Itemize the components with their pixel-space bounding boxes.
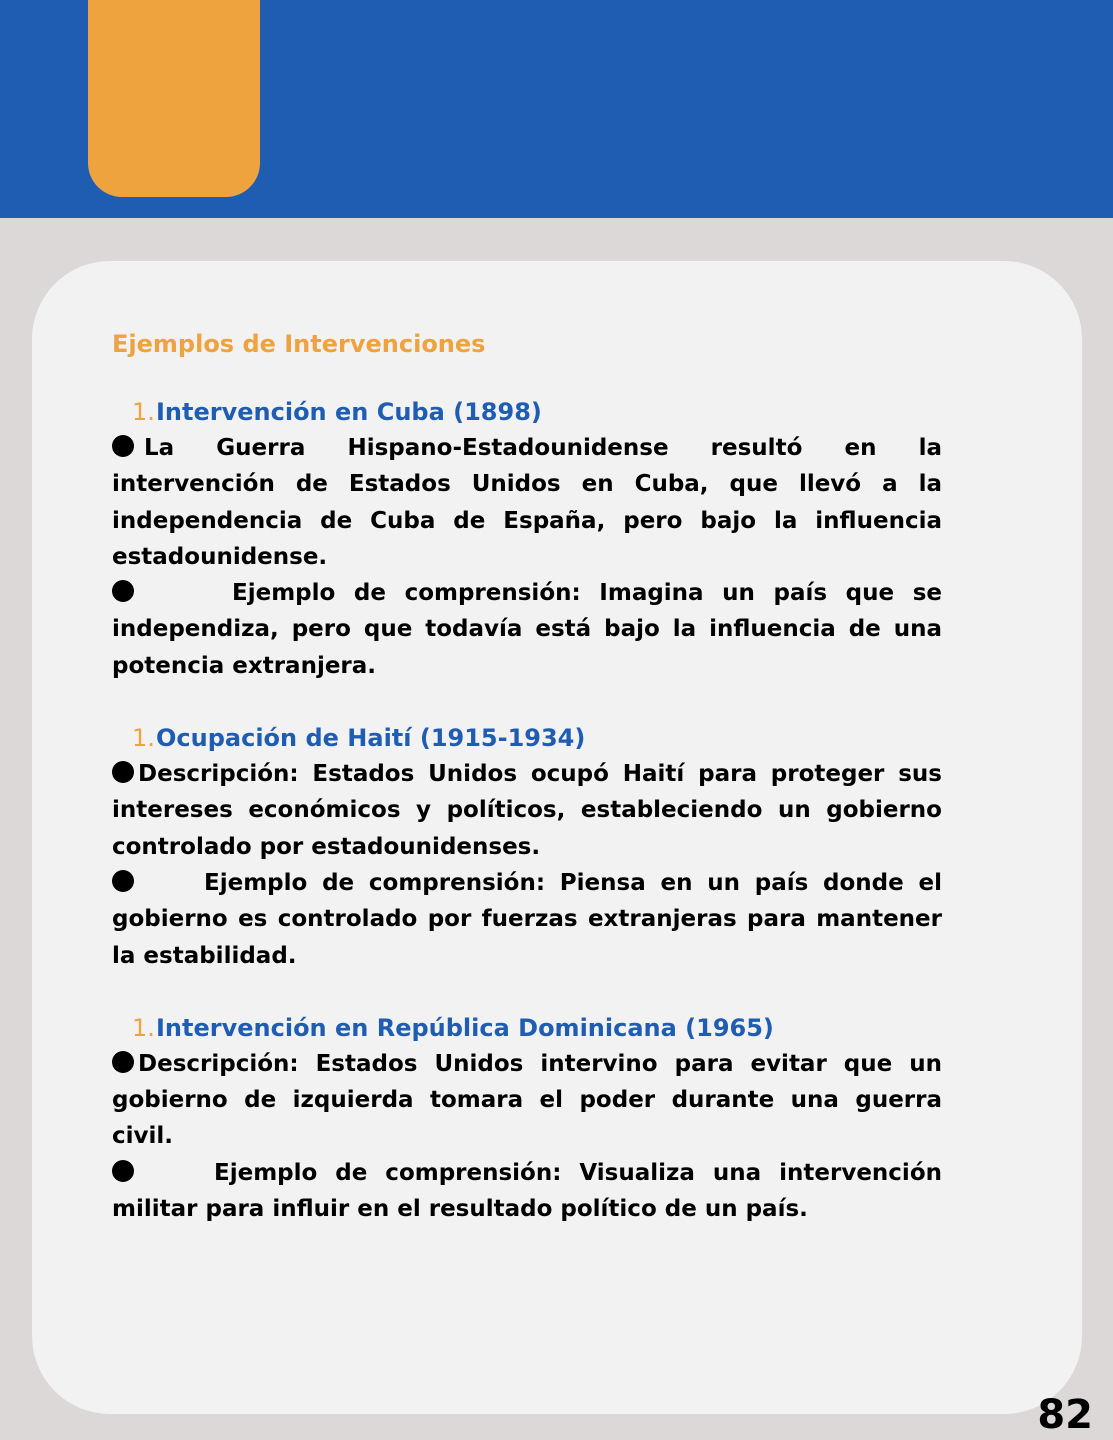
bullet-paragraph <box>112 575 942 684</box>
bullet-paragraph <box>112 1155 942 1228</box>
heading-text: Ocupación de Haití (1915-1934) <box>156 724 586 753</box>
bullet-paragraph <box>112 430 942 575</box>
bullet-icon <box>112 761 134 783</box>
paragraph-text: Descripción: Estados Unidos intervino para evitar que un gobierno de izquierda tomara el poder durante una guerra civil. <box>112 1050 942 1150</box>
bullet-icon <box>112 580 134 602</box>
bullet-icon <box>112 1160 134 1182</box>
bullet-icon <box>112 870 134 892</box>
bullet-paragraph <box>112 1046 942 1155</box>
intervention-block <box>112 1010 942 1227</box>
bullet-icon <box>112 1051 134 1073</box>
bullet-icon <box>112 435 134 457</box>
bullet-paragraph <box>112 756 942 865</box>
paragraph-text: La Guerra Hispano-Estadounidense resultó en la intervención de Estados Unidos en Cuba, que llevó a la independencia de Cuba de España, pero bajo la influencia estadounidense. <box>112 435 942 570</box>
paragraph-text: Descripción: Estados Unidos ocupó Haití para proteger sus intereses económicos y políticos, estableciendo un gobierno controlado por estadounidenses. <box>112 761 942 860</box>
intervention-heading <box>112 1010 942 1046</box>
list-number: 1. <box>132 724 155 753</box>
paragraph-text: Ejemplo de comprensión: Piensa en un país donde el gobierno es controlado por fuerzas extranjeras para mantener la estabilidad. <box>112 869 942 969</box>
heading-text: Intervención en República Dominicana (1965) <box>156 1013 774 1042</box>
intervention-heading <box>112 720 942 756</box>
section-title: Ejemplos de Intervenciones <box>112 330 486 358</box>
intervention-block <box>112 720 942 974</box>
heading-text: Intervención en Cuba (1898) <box>156 398 542 426</box>
paragraph-text: Ejemplo de comprensión: Imagina un país que se independiza, pero que todavía está bajo la influencia de una potencia extranjera. <box>112 580 942 679</box>
content <box>112 324 942 1263</box>
intervention-heading <box>112 394 942 430</box>
orange-tab-decoration <box>88 0 260 197</box>
intervention-block <box>112 394 942 684</box>
bullet-paragraph <box>112 865 942 974</box>
list-number: 1. <box>132 1013 155 1042</box>
page-number: 82 <box>1037 1392 1093 1438</box>
list-number: 1. <box>132 398 155 426</box>
paragraph-text: Ejemplo de comprensión: Visualiza una intervención militar para influir en el resultado político de un país. <box>112 1159 942 1223</box>
